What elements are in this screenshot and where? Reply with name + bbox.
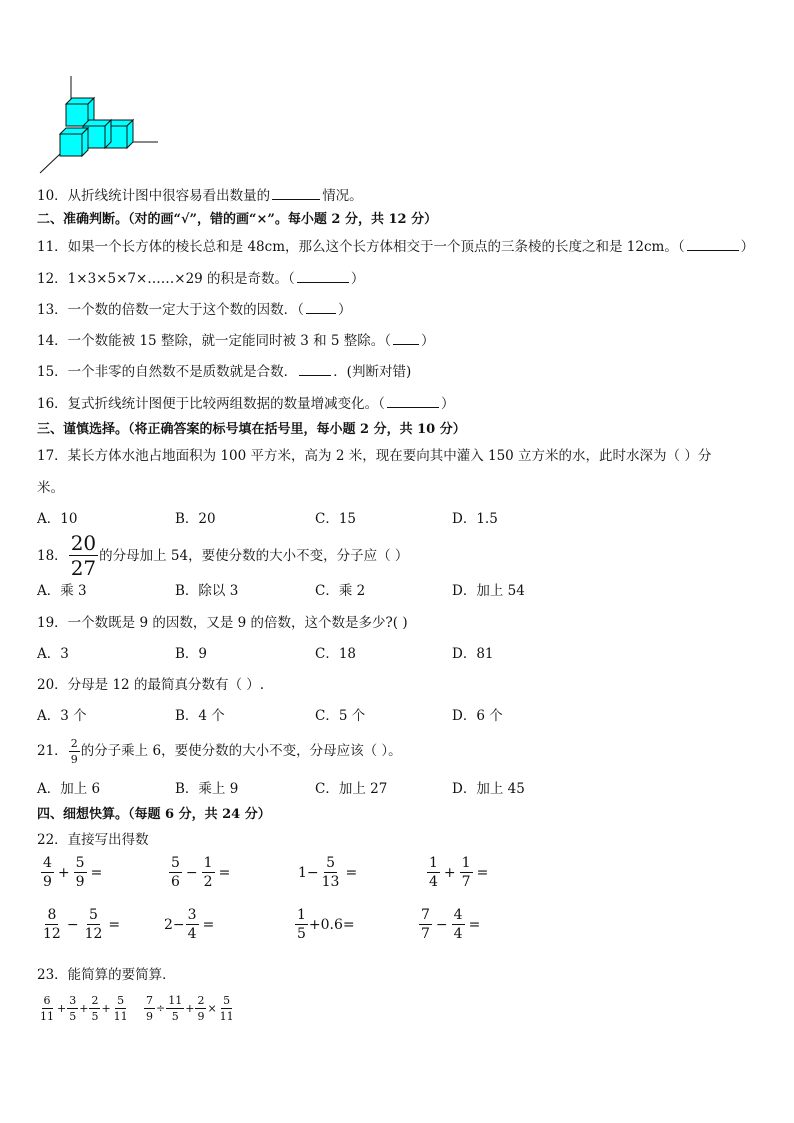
question-17-line2: 米。	[37, 480, 64, 496]
option-b[interactable]: B．20	[175, 511, 216, 527]
option-c[interactable]: C．15	[315, 511, 357, 527]
option-b[interactable]: B．除以 3	[175, 583, 239, 599]
option-a[interactable]: A．加上 6	[37, 781, 101, 797]
question-15: 15．一个非零的自然数不是质数就是合数． ．(判断对错)	[37, 364, 412, 380]
calc-expression: $\frac{8}{12}$ − $\frac{5}{12}$ =	[43, 907, 121, 942]
calc-expression: 2− $\frac{3}{4}$ =	[164, 907, 215, 942]
section-4-heading: 四、细想快算。（每题 6 分，共 24 分）	[37, 807, 271, 822]
option-d[interactable]: D．加上 54	[452, 583, 525, 599]
calc-expression: $\frac{1}{5}$ +0.6=	[297, 907, 355, 942]
question-21: 21． $\frac{2}{9}$ 的分子乘上 6，要使分数的大小不变，分母应该（ ）。	[37, 736, 402, 766]
option-d[interactable]: D．加上 45	[452, 781, 525, 797]
question-11: 11．如果一个长方体的棱长总和是 48cm，那么这个长方体相交于一个顶点的三条棱的长度之和是 12cm。（ ）	[37, 239, 755, 255]
calc-expression: $\frac{1}{4}$ + $\frac{1}{7}$ =	[429, 855, 489, 890]
question-17-line1: 17．某长方体水池占地面积为 100 平方米，高为 2 米，现在要向其中灌入 150 立方米的水，此时水深为（ ）分	[37, 448, 712, 464]
calc-expression: $\frac{4}{9}$ + $\frac{5}{9}$ =	[43, 855, 103, 890]
calc-expression: $\frac{7}{7}$ − $\frac{4}{4}$ =	[421, 907, 481, 942]
option-a[interactable]: A．10	[37, 511, 78, 527]
answer-blank[interactable]	[387, 395, 439, 408]
option-c[interactable]: C．乘 2	[315, 583, 366, 599]
question-20: 20．分母是 12 的最简真分数有（ ）.	[37, 677, 265, 693]
answer-blank[interactable]	[299, 363, 331, 376]
cube-front-face	[66, 104, 88, 126]
option-c[interactable]: C．加上 27	[315, 781, 388, 797]
answer-blank[interactable]	[393, 332, 419, 345]
option-d[interactable]: D．6 个	[452, 708, 503, 724]
option-a[interactable]: A．3 个	[37, 708, 87, 724]
fraction: $\frac{20}{27}$	[70, 531, 97, 580]
option-d[interactable]: D．1.5	[452, 511, 498, 527]
simplify-expression-2: $\frac{7}{9}$ ÷ $\frac{11}{5}$ + $\frac{2}{9}$ × $\frac{5}{11}$	[146, 994, 234, 1023]
question-19: 19．一个数既是 9 的因数，又是 9 的倍数，这个数是多少?( )	[37, 615, 408, 631]
option-d[interactable]: D．81	[452, 646, 494, 662]
option-b[interactable]: B．4 个	[175, 708, 225, 724]
answer-blank[interactable]	[687, 238, 739, 251]
answer-blank[interactable]	[272, 187, 320, 200]
cube-stack-figure	[38, 76, 163, 176]
option-a[interactable]: A．3	[37, 646, 69, 662]
question-14: 14．一个数能被 15 整除，就一定能同时被 3 和 5 整除。（ ）	[37, 333, 435, 349]
option-b[interactable]: B．乘上 9	[175, 781, 239, 797]
fraction: $\frac{2}{9}$	[70, 736, 78, 766]
section-2-heading: 二、准确判断。（对的画“√”，错的画“×”。每小题 2 分，共 12 分）	[37, 212, 438, 227]
question-16: 16．复式折线统计图便于比较两组数据的数量增减变化。（ ）	[37, 396, 455, 412]
section-3-heading: 三、谨慎选择。（将正确答案的标号填在括号里，每小题 2 分，共 10 分）	[37, 422, 466, 437]
question-22: 22．直接写出得数	[37, 832, 149, 848]
question-18: 18． $\frac{20}{27}$ 的分母加上 54，要使分数的大小不变，分子应（ ）	[37, 531, 409, 580]
option-c[interactable]: C．18	[315, 646, 357, 662]
answer-blank[interactable]	[306, 301, 336, 314]
calc-expression: 1− $\frac{5}{13}$ =	[298, 855, 358, 890]
option-c[interactable]: C．5 个	[315, 708, 366, 724]
option-a[interactable]: A．乘 3	[37, 583, 87, 599]
question-10: 10．从折线统计图中很容易看出数量的 情况。	[37, 188, 363, 204]
question-13: 13．一个数的倍数一定大于这个数的因数．（ ）	[37, 302, 352, 318]
question-12: 12．1×3×5×7×……×29 的积是奇数。（ ）	[37, 271, 365, 287]
cube-front-face	[60, 134, 82, 156]
answer-blank[interactable]	[297, 270, 349, 283]
simplify-expression-1: $\frac{6}{11}$ + $\frac{3}{5}$ + $\frac{2}{5}$ + $\frac{5}{11}$	[40, 994, 128, 1023]
question-23: 23．能简算的要简算．	[37, 967, 176, 983]
calc-expression: $\frac{5}{6}$ − $\frac{1}{2}$ =	[171, 855, 231, 890]
option-b[interactable]: B．9	[175, 646, 208, 662]
